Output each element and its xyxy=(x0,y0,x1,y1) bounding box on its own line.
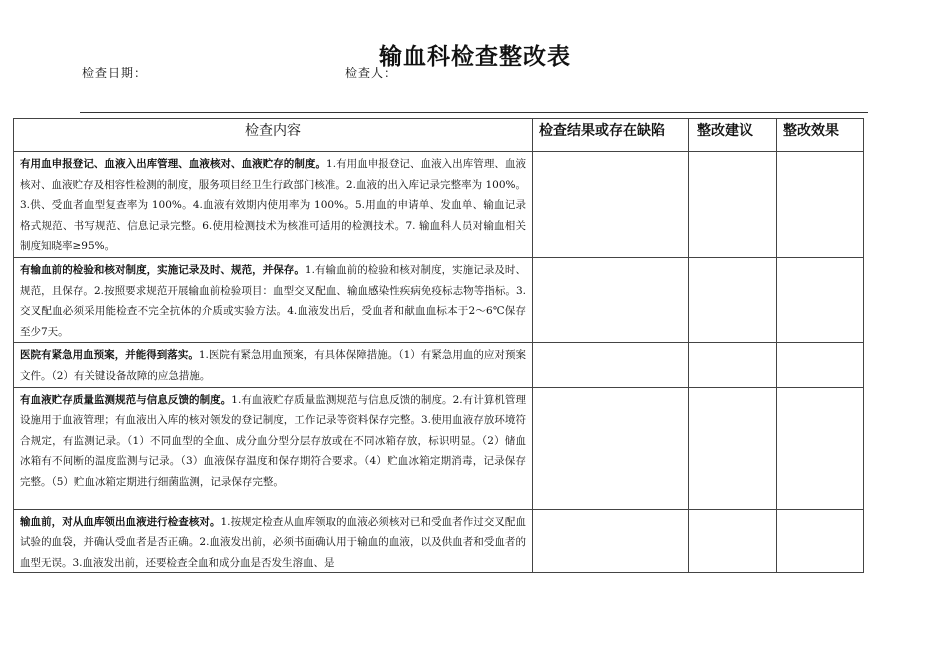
table-row xyxy=(14,509,864,572)
suggestion-cell[interactable] xyxy=(689,152,777,258)
suggestion-cell[interactable] xyxy=(689,387,777,509)
table-row xyxy=(14,343,864,387)
item-heading: 有用血申报登记、血液入出库管理、血液核对、血液贮存的制度。 xyxy=(20,158,327,170)
suggestion-cell[interactable] xyxy=(689,343,777,387)
effect-cell[interactable] xyxy=(777,257,864,342)
effect-cell[interactable] xyxy=(777,509,864,572)
table-row xyxy=(14,257,864,342)
inspection-date-label: 检查日期： xyxy=(82,66,148,80)
header-result-defects: 检查结果或存在缺陷 xyxy=(533,119,689,152)
item-body: 1.医院有紧急用血预案，有具体保障措施。（1）有紧急用血的应对预案文件。（2）有关键设备故障的应急措施。 xyxy=(20,349,526,382)
header-rectification-suggestion: 整改建议 xyxy=(689,119,777,152)
header-inspection-content: 检查内容 xyxy=(14,119,533,152)
header-rule xyxy=(80,112,868,113)
result-cell[interactable] xyxy=(533,152,689,258)
result-cell[interactable] xyxy=(533,509,689,572)
result-cell[interactable] xyxy=(533,257,689,342)
item-heading: 输血前，对从血库领出血液进行检查核对。 xyxy=(20,515,221,528)
item-heading: 有输血前的检验和核对制度，实施记录及时、规范，并保存。 xyxy=(20,263,305,276)
page-title: 输血科检查整改表 xyxy=(379,44,571,70)
inspection-table xyxy=(13,118,864,573)
table-row xyxy=(14,387,864,509)
inspector-label: 检查人： xyxy=(345,66,398,80)
item-body: 1.有血液贮存质量监测规范与信息反馈的制度。2.有计算机管理设施用于血液管理；有血液出入库的核对领发的登记制度，工作记录等资料保存完整。3.使用血液存放环境符合规定，有监测记录。（1）不同血型的全血、成分血分型分层存放或在不同冰箱存放，标识明显。（2）储血冰箱有不间断的温度监测与记录。（3）血液保存温度和保存期符合要求。（4）贮血冰箱定期消毒，记录保存完整。（5）贮血冰箱定期进行细菌监测，记录保存完整。 xyxy=(20,393,526,488)
inspection-content-cell xyxy=(14,152,533,258)
header-rectification-effect: 整改效果 xyxy=(777,119,864,152)
inspection-content-cell xyxy=(14,257,533,342)
inspection-content-cell xyxy=(14,343,533,387)
suggestion-cell[interactable] xyxy=(689,509,777,572)
table-header-row xyxy=(14,119,864,152)
effect-cell[interactable] xyxy=(777,343,864,387)
item-heading: 医院有紧急用血预案，并能得到落实。 xyxy=(20,349,199,362)
effect-cell[interactable] xyxy=(777,387,864,509)
result-cell[interactable] xyxy=(533,343,689,387)
inspection-content-cell xyxy=(14,387,533,509)
effect-cell[interactable] xyxy=(777,152,864,258)
item-body: 1.有输血前的检验和核对制度，实施记录及时、规范，且保存。2.按照要求规范开展输血前检验项目：血型交叉配血、输血感染性疾病免疫标志物等指标。3.交叉配血必须采用能检查不完全抗体的介质或实验方法。4.血液发出后，受血者和献血血标本于2～6℃保存至少7天。 xyxy=(20,263,526,338)
item-body: 1.有用血申报登记、血液入出库管理、血液核对、血液贮存及相容性检测的制度，服务项目经卫生行政部门核准。2.血液的出入库记录完整率为 100%。3.供、受血者血型复查率为 100%。4.血液有效期内使用率为 100%。5.用血的申请单、发血单、输血记录格式规范、书写规范、信息记录完整。6.使用检测技术为核准可适用的检测技术。7. 输血科人员对输血相关制度知晓率≥95%。 xyxy=(20,158,526,253)
suggestion-cell[interactable] xyxy=(689,257,777,342)
item-heading: 有血液贮存质量监测规范与信息反馈的制度。 xyxy=(20,393,232,406)
item-body: 1.按规定检查从血库领取的血液必须核对已和受血者作过交叉配血试验的血袋，并确认受血者是否正确。2.血液发出前，必须书面确认用于输血的血液，以及供血者和受血者的血型无误。3.血液发出前，还要检查全血和成分血是否发生溶血、是 xyxy=(20,515,526,569)
result-cell[interactable] xyxy=(533,387,689,509)
table-row xyxy=(14,152,864,258)
inspection-content-cell xyxy=(14,509,533,572)
